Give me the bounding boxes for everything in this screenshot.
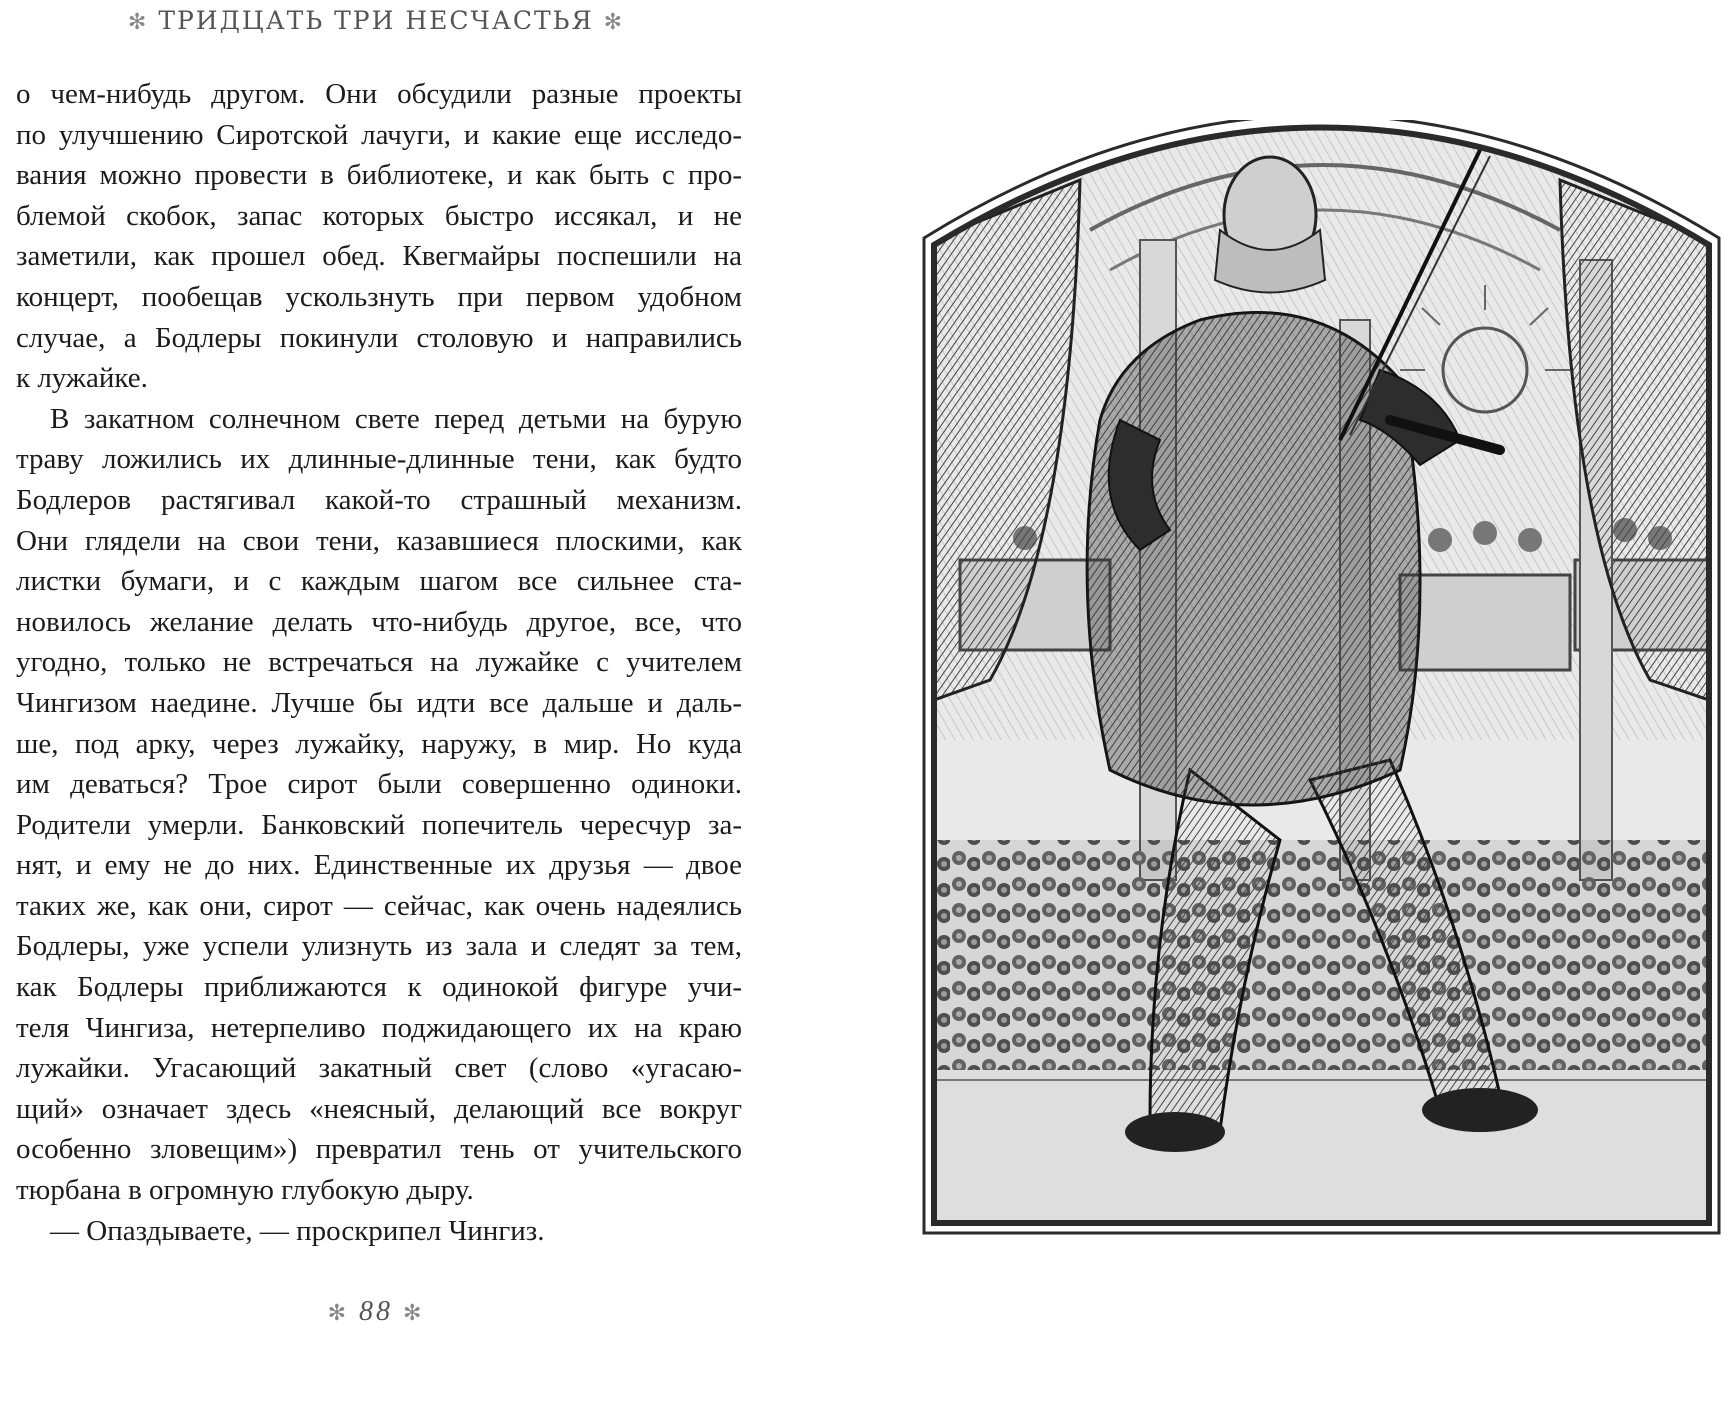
text-line: по улучшению Сиротской лачуги, и какие еще исследо- <box>16 118 742 151</box>
text-line: щий» означает здесь «неясный, делающий все вокруг <box>16 1092 742 1125</box>
text-line: Бодлеров растягивал какой-то страшный механизм. <box>16 483 742 516</box>
text-line: случае, а Бодлеры покинули столовую и направились <box>16 321 742 354</box>
running-header <box>0 6 752 35</box>
text-line: В закатном солнечном свете перед детьми на бурую <box>50 402 742 435</box>
text-line: блемой скобок, запас которых быстро иссякал, и не <box>16 199 742 232</box>
text-line: им деваться? Трое сирот были совершенно одиноки. <box>16 768 742 801</box>
text-line: к лужайке. <box>16 362 148 395</box>
book-title: ТРИДЦАТЬ ТРИ НЕСЧАСТЬЯ <box>158 6 594 35</box>
text-line: траву ложились их длинные-длинные тени, как будто <box>16 443 742 476</box>
text-line: теля Чингиза, нетерпеливо поджидающего их на краю <box>16 1011 742 1044</box>
text-line: о чем-нибудь другом. Они обсудили разные проекты <box>16 78 742 110</box>
text-line: тюрбана в огромную глубокую дыру. <box>16 1174 474 1207</box>
violinist-illustration <box>920 120 1723 1237</box>
text-line: новилось желание делать что-нибудь другое, все, что <box>16 605 742 638</box>
text-line: угодно, только не встречаться на лужайке с учителем <box>16 646 742 679</box>
text-line: лужайки. Угасающий закатный свет (слово «угасаю- <box>16 1052 742 1085</box>
asterism-right-icon: ✻ <box>403 1300 425 1325</box>
text-line: листки бумаги, и с каждым шагом все сильнее ста- <box>16 565 742 598</box>
page-number: 88 <box>359 1296 393 1327</box>
asterism-left-icon: ✻ <box>327 1300 349 1325</box>
text-line: ше, под арку, через лужайку, наружу, в мир. Но куда <box>16 727 742 760</box>
text-line: заметили, как прошел обед. Квегмайры поспешили на <box>16 240 742 273</box>
text-line: концерт, пообещав ускользнуть при первом удобном <box>16 280 742 313</box>
text-line: как Бодлеры приближаются к одинокой фигуре учи- <box>16 971 742 1004</box>
text-line: Чингизом наедине. Лучше бы идти все дальше и даль- <box>16 686 742 719</box>
text-line: Бодлеры, уже успели улизнуть из зала и следят за тем, <box>16 930 742 963</box>
text-line: вания можно провести в библиотеке, и как быть с про- <box>16 159 742 192</box>
body-text <box>16 74 742 1251</box>
text-line: Родители умерли. Банковский попечитель чересчур за- <box>16 808 742 841</box>
text-line: особенно зловещим») превратил тень от учительского <box>16 1133 742 1166</box>
text-line: таких же, как они, сирот — сейчас, как очень надеялись <box>16 889 742 922</box>
text-line: Они глядели на свои тени, казавшиеся плоскими, как <box>16 524 742 557</box>
asterism-right-icon: ✻ <box>603 10 625 35</box>
text-line: нят, и ему не до них. Единственные их друзья — двое <box>16 849 742 882</box>
asterism-left-icon: ✻ <box>127 10 149 35</box>
text-line: — Опаздываете, — проскрипел Чингиз. <box>50 1214 545 1247</box>
page-footer <box>0 1296 752 1328</box>
